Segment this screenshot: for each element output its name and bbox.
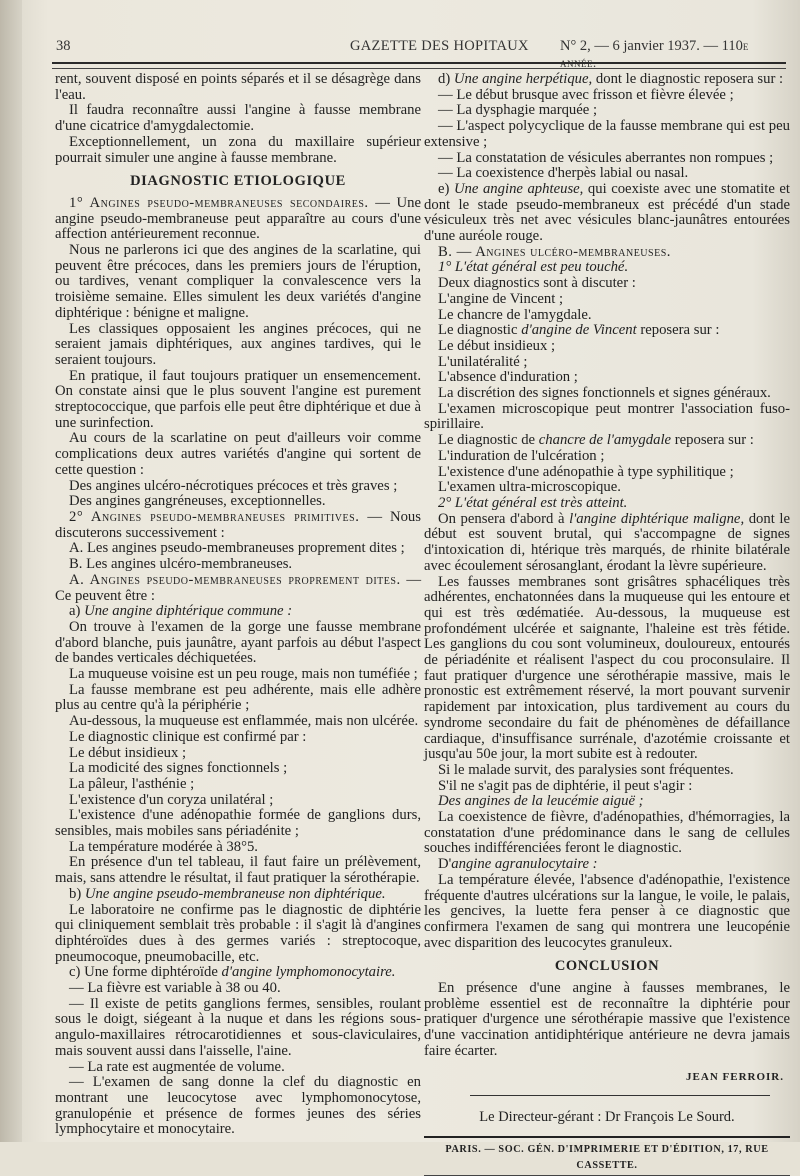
paragraph: L'angine de Vincent ; [438,290,564,307]
page-number: 38 [56,38,71,54]
paragraph: Au cours de la scarlatine on peut d'ailleurs voir comme complications deux autres variétés d'angine qui sortent de cette question : [55,430,421,478]
paragraph: L'existence d'une adénopathie à type syphilitique ; [438,463,734,480]
section-heading-conclusion: CONCLUSION [554,958,660,975]
subsection-rest: — Ce peuvent être : [55,571,422,604]
paragraph: En présence d'une angine à fausses membranes, le problème essentiel est de reconnaître la diphtérie pour pratiquer d'urgence une sérothérapie massive que l'existence d'une vaccination antidiphtérique antérieure ne devra jamais faire écarter. [424,980,790,1059]
item-label: c) Une forme diphtéroïde [69,964,222,981]
paragraph [424,323,790,339]
paragraph: — La fièvre est variable à 38 ou 40. [69,980,281,997]
header-rule [52,62,786,69]
paragraph [424,857,790,873]
author-signature: JEAN FERROIR. [686,1070,784,1083]
item-label: a) [69,603,85,620]
text-run: reposera sur : [671,432,754,449]
paragraph: L'examen microscopique peut montrer l'association fuso-spirillaire. [424,400,790,433]
item-rest: qui coexiste avec une stomatite et dont le stade pseudo-membraneux est précédé d'un stade vésiculeux très net avec vésicules blanc-jaunâtres entourées d'une auréole rouge. [424,180,790,245]
paragraph: Des angines de la leucémie aiguë ; [438,793,644,810]
paragraph: — Le début brusque avec frisson et fièvre élevée ; [438,86,734,103]
page-header [20,30,786,70]
issue-main: N° 2, — 6 janvier 1937. — 110 [560,38,743,54]
director-line: Le Directeur-gérant : Dr François Le Sourd. [479,1109,735,1126]
paragraph: Exceptionnellement, un zona du maxillaire supérieur pourrait simuler une angine à fausse membrane. [55,133,421,166]
item-title: Une angine herpétique, [453,71,593,87]
end-rule [470,1095,770,1096]
paragraph: En pratique, il faut toujours pratiquer un ensemencement. On constate ainsi que le plus souvent l'angine est purement streptococcique, que parfois elle peut être diphtérique et due à une surinfection. [55,367,421,431]
text-run: dont le début est souvent brutal, qui s'accompagne de signes d'intoxication di, htérique très marqués, de rhinite bilatérale avec écoulement sérosanglant, érodant la lèvre supérieure. [424,510,790,574]
subsection-lead: 2° Angines pseudo-membraneuses primitives. [69,508,360,525]
paragraph: L'existence d'un coryza unilatéral ; [69,791,274,808]
paragraph [424,433,790,449]
subsection-rest: — Nous discuterons successivement : [55,508,421,541]
paragraph: Le diagnostic clinique est confirmé par : [69,728,307,745]
paragraph: La modicité des signes fonctionnels ; [69,760,288,777]
paragraph: — L'aspect polycyclique de la fausse membrane qui est peu extensive ; [424,118,790,150]
item-title: d'angine lymphomonocytaire. [221,964,396,981]
paragraph: rent, souvent disposé en points séparés et il se désagrège dans l'eau. [55,71,421,103]
paragraph [55,887,421,903]
paragraph: L'absence d'induration ; [438,369,578,386]
text-run-italic: l'angine diphtérique maligne, [569,510,745,527]
paragraph: On trouve à l'examen de la gorge une fausse membrane d'abord blanche, puis jaunâtre, ayant parfois au début l'aspect de bandes verticales déchiquetées. [55,618,421,667]
paragraph: Des angines gangréneuses, exceptionnelles. [69,493,326,510]
paragraph [55,510,421,541]
paragraph: Des angines ulcéro-nécrotiques précoces et très graves ; [69,477,398,494]
paragraph: Le laboratoire ne confirme pas le diagnostic de diphtérie qui cliniquement semblait très probable : il s'agit là d'angines diphtéroïdes dues à des germes variés : streptocoque, pneumocoque, pneumobacille, etc. [55,901,421,965]
paragraph: La température élevée, l'absence d'adénopathie, l'existence fréquente d'autres ulcérations sur la langue, le voile, le palais, les gencives, la luette fera penser à ce diagnostic que confirmera l'examen de sang qui montrera une leucopénie avec disparition des leucocytes granuleux. [424,871,790,951]
text-run: reposera sur : [636,322,720,339]
text-run: D' [438,856,452,873]
issue-suffix: e année. [560,39,749,70]
item-rest: dont le diagnostic reposera sur : [592,71,784,87]
paragraph: — La dysphagie marquée ; [438,102,598,119]
paragraph: Il faudra reconnaître aussi l'angine à fausse membrane d'une cicatrice d'amygdalectomie. [55,102,421,135]
text-run-italic: d'angine de Vincent [521,322,637,339]
text-run-italic: chancre de l'amygdale [538,432,672,449]
item-label: e) [438,180,454,197]
paragraph: Le début insidieux ; [69,744,187,761]
paragraph: La muqueuse voisine est un peu rouge, mais non tuméfiée ; [69,666,418,683]
paragraph: Deux diagnostics sont à discuter : [438,275,636,292]
text-run-italic: angine agranulocytaire : [451,856,598,873]
item-title: Une angine aphteuse, [453,180,584,197]
paragraph: La pâleur, l'asthénie ; [69,775,195,792]
paragraph: 2° L'état général est très atteint. [438,494,628,511]
journal-title: GAZETTE DES HOPITAUX [350,38,529,54]
subsection-lead: A. Angines pseudo-membraneuses proprement dites. [69,571,401,588]
item-title: Une angine pseudo-membraneuse non diphtérique. [84,885,386,902]
paragraph: L'existence d'une adénopathie formée de ganglions durs, sensibles, mais mobiles sans périadénite ; [55,807,421,840]
printer-line: PARIS. — SOC. GÉN. D'IMPRIMERIE ET D'ÉDITION, 17, RUE CASSETTE. [424,1136,790,1176]
subsection-rest: — Une angine pseudo-membraneuse peut apparaître au cours d'une affection antérieurement reconnue. [55,194,421,243]
paragraph: Au-dessous, la muqueuse est enflammée, mais non ulcérée. [69,713,419,730]
paragraph [424,512,790,575]
paragraph [424,72,790,88]
paragraph: S'il ne s'agit pas de diphtérie, il peut s'agir : [438,777,693,794]
text-run: Le diagnostic [438,322,522,339]
subsection-lead: 1° Angines pseudo-membraneuses secondaires. [69,194,369,211]
paragraph [424,182,790,245]
left-column [55,72,421,1138]
item-label: d) [438,71,454,87]
right-column [424,72,790,1176]
paragraph [55,573,421,604]
paragraph: Les fausses membranes sont grisâtres sphacéliques très adhérentes, enchatonnées dans la muqueuse qui les entoure et qui est très œdématiée. Au-dessous, la muqueuse est profondément ulcérée et saignante, l'haleine est très fétide. Les ganglions du cou sont volumineux, douloureux, entourés de périadénite et réalisent l'aspect du cou proconsulaire. Il faut pratiquer d'urgence une sérothérapie massive, mais le pronostic est extrêmement réservé, la mort pouvant survenir rapidement par intoxication, plus tardivement au cours du syndrome secondaire du fait de phénomènes de défaillance cardiaque, d'insuffisance surrénale, d'azotémie croissante et jusqu'au 50e jour, la mort subite est à redouter. [424,573,790,763]
page-spine-shadow [0,0,22,1142]
paragraph: — Il existe de petits ganglions fermes, sensibles, roulant sous le doigt, siégeant à la nuque et dans les régions sous-angulo-maxillaires rétrocarotidiennes et sous-claviculaires, mais souvent aussi dans l'aisselle, l'aine. [55,995,421,1059]
paragraph: — L'examen de sang donne la clef du diagnostic en montrant une leucocytose avec lymphomonocytose, granulopénie et présence de formes jeunes des séries lymphocytaire et monocytaire. [55,1074,421,1138]
paragraph: La discrétion des signes fonctionnels et signes généraux. [438,385,771,402]
paragraph: La coexistence de fièvre, d'adénopathies, d'hémorragies, la constatation d'une prédominance dans le sang de cellules souches indifférenciées feront le diagnostic. [424,809,790,857]
paragraph [55,604,421,620]
paragraph: L'unilatéralité ; [438,353,528,370]
paragraph [55,196,421,243]
subsection-heading: B. — Angines ulcéro-membraneuses. [438,243,671,260]
paragraph: L'induration de l'ulcération ; [438,447,605,464]
paragraph: 1° L'état général est peu touché. [438,259,629,276]
paragraph: En présence d'un tel tableau, il faut faire un prélèvement, mais, sans attendre le résultat, il faut pratiquer la sérothérapie. [55,854,421,887]
section-heading-diagnostic: DIAGNOSTIC ETIOLOGIQUE [130,173,346,190]
item-label: b) [69,885,85,902]
paragraph: B. Les angines ulcéro-membraneuses. [69,556,293,573]
paragraph: Le chancre de l'amygdale. [438,306,592,323]
paragraph: — La coexistence d'herpès labial ou nasal. [438,165,689,182]
paragraph: Nous ne parlerons ici que des angines de la scarlatine, qui peuvent être précoces, dans les premiers jours de l'éruption, ou tardives, venant compliquer la convalescence vers la troisième semaine. Elles simulent les deux variétés d'angine diphtérique : bénigne et maligne. [55,242,421,321]
paragraph: Si le malade survit, des paralysies sont fréquentes. [438,761,734,778]
paragraph: — La constatation de vésicules aberrantes non rompues ; [438,149,774,166]
paragraph: Les classiques opposaient les angines précoces, qui ne seraient jamais diphtériques, aux angines tardives, qui le seraient toujours. [55,320,421,368]
paragraph: — La rate est augmentée de volume. [69,1058,285,1075]
item-title: Une angine diphtérique commune : [84,603,293,620]
text-run: Le diagnostic de [438,432,539,449]
text-run: On pensera d'abord à [438,510,570,527]
paragraph: Le début insidieux ; [438,337,556,354]
paragraph [55,965,421,981]
paragraph: L'examen ultra-microscopique. [438,479,621,496]
paragraph: A. Les angines pseudo-membraneuses proprement dites ; [69,540,405,557]
paragraph: La fausse membrane est peu adhérente, mais elle adhère plus au centre qu'à la périphérie ; [55,681,421,714]
paragraph: La température modérée à 38°5. [69,838,258,855]
